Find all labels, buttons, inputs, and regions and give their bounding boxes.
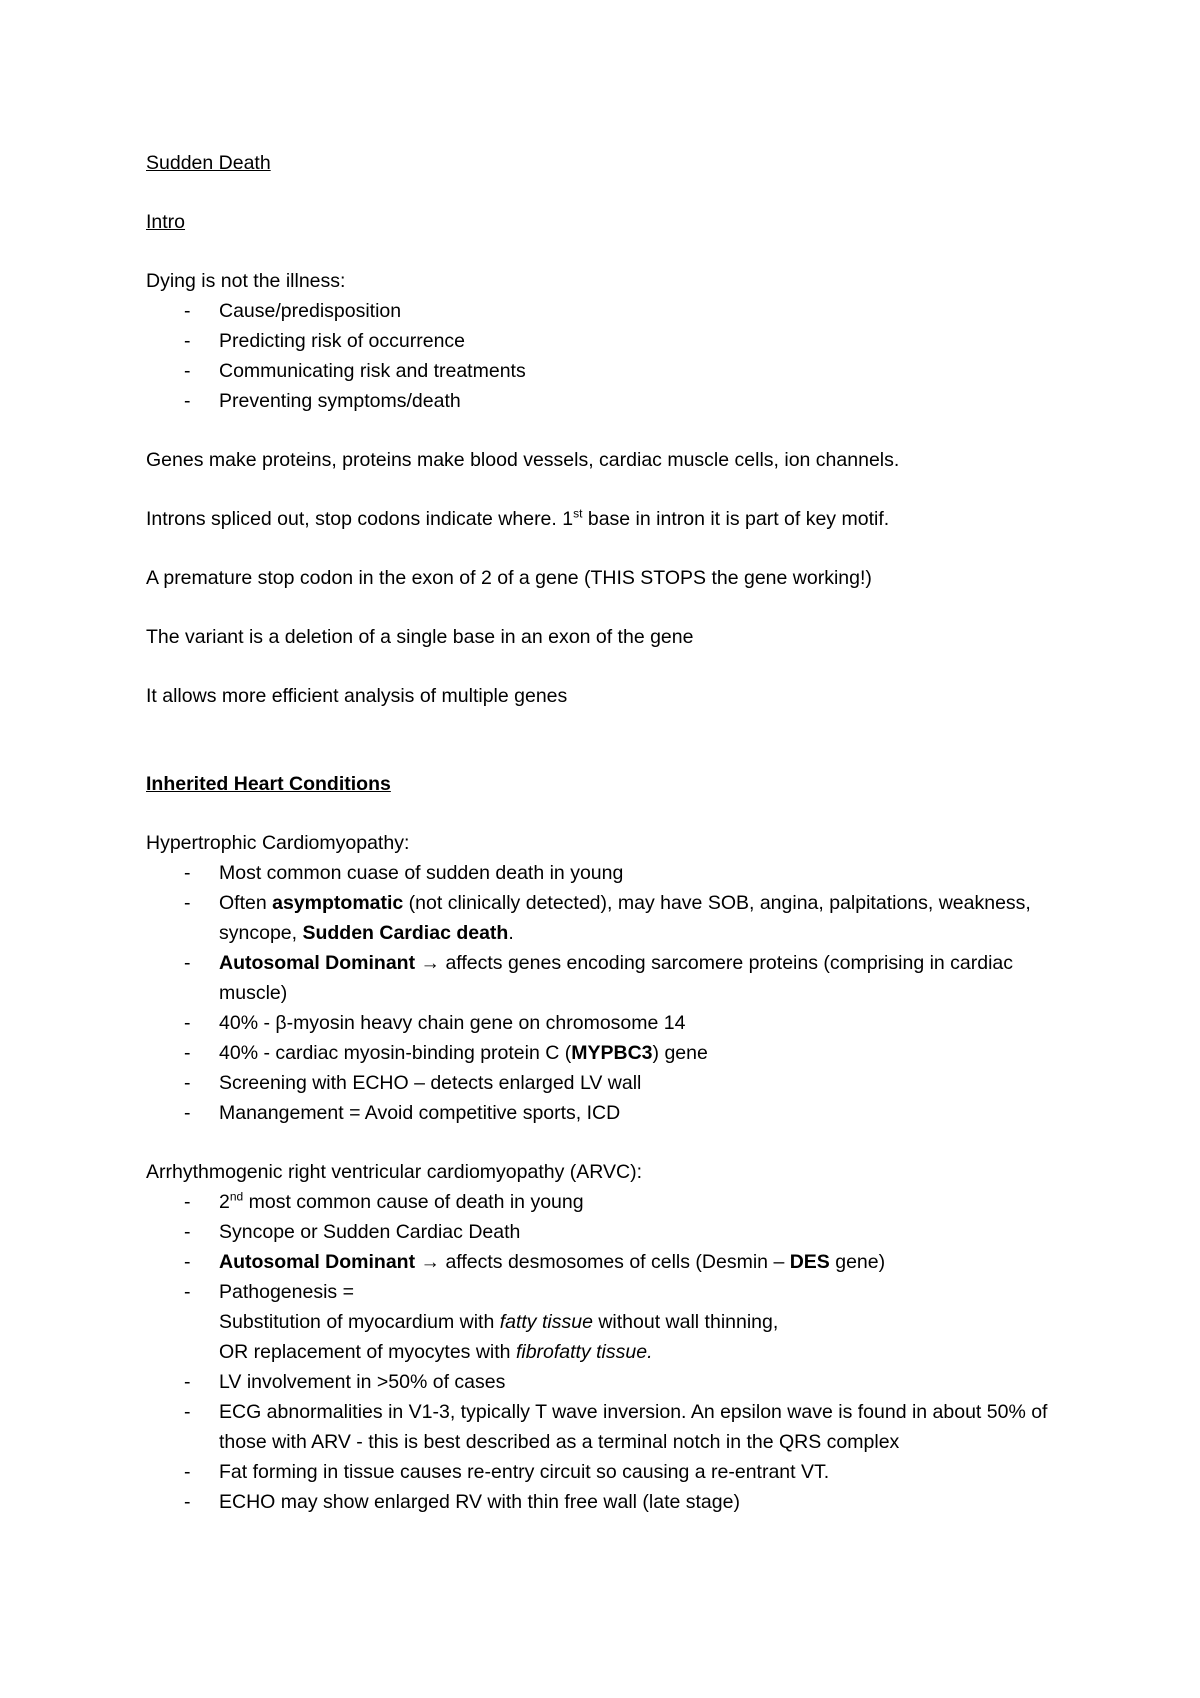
document-page (146, 148, 1076, 1517)
list-item: - Most common cuase of sudden death in young (146, 858, 1076, 888)
hcm-list (146, 858, 1076, 1128)
list-item (146, 948, 1076, 1008)
text-run: affects desmosomes of cells (Desmin – (445, 1251, 790, 1273)
intro-list (146, 296, 1076, 416)
text-run: . (508, 922, 514, 944)
text-line (219, 1337, 1076, 1367)
intro-paragraph (146, 504, 1076, 534)
text-run: without wall thinning, (592, 1311, 779, 1333)
arvc-lead: Arrhythmogenic right ventricular cardiomyopathy (ARVC): (146, 1161, 642, 1183)
arrow-icon: → (415, 1251, 446, 1273)
text-run: 2 (219, 1191, 230, 1213)
list-item: - Fat forming in tissue causes re-entry circuit so causing a re-entrant VT. (146, 1457, 1076, 1487)
list-item: - Communicating risk and treatments (146, 356, 1076, 386)
page-title: Sudden Death (146, 152, 271, 174)
list-item: - LV involvement in >50% of cases (146, 1367, 1076, 1397)
list-item: - Syncope or Sudden Cardiac Death (146, 1217, 1076, 1247)
section-heading: Inherited Heart Conditions (146, 773, 391, 795)
list-item: - ECHO may show enlarged RV with thin free wall (late stage) (146, 1487, 1076, 1517)
text-run: gene) (829, 1251, 886, 1273)
intro-paragraph: It allows more efficient analysis of multiple genes (146, 685, 568, 707)
intro-paragraph: Genes make proteins, proteins make blood vessels, cardiac muscle cells, ion channels. (146, 449, 900, 471)
italic-text: fatty tissue (499, 1311, 593, 1333)
text-run: Autosomal Dominant (219, 1251, 416, 1273)
text-run: Autosomal Dominant (219, 952, 416, 974)
text-run: Introns spliced out, stop codons indicate where. 1 (146, 508, 574, 530)
text-run: Often (219, 892, 273, 914)
arrow-icon: → (415, 952, 446, 974)
intro-paragraph: A premature stop codon in the exon of 2 of a gene (THIS STOPS the gene working!) (146, 567, 872, 589)
list-item (146, 1247, 1076, 1277)
list-item: - Predicting risk of occurrence (146, 326, 1076, 356)
text-run: base in intron it is part of key motif. (582, 508, 890, 530)
text-run: Substitution of myocardium with (219, 1311, 500, 1333)
list-item: - ECG abnormalities in V1-3, typically T wave inversion. An epsilon wave is found in about 50% of those with ARV - this is best described as a terminal notch in the QRS complex (146, 1397, 1076, 1457)
bold-text: DES (789, 1251, 830, 1273)
text-run: ) gene (652, 1042, 708, 1064)
bold-text: MYPBC3 (571, 1042, 653, 1064)
list-item: - 40% - β-myosin heavy chain gene on chromosome 14 (146, 1008, 1076, 1038)
bold-text (219, 952, 445, 974)
bold-text (219, 1251, 445, 1273)
text-run: 40% - cardiac myosin-binding protein C ( (219, 1042, 572, 1064)
intro-heading: Intro (146, 211, 186, 233)
list-item: - Preventing symptoms/death (146, 386, 1076, 416)
text-run: (not clinically detected), may have SOB, angina, palpitations, weakness, syncope, (219, 892, 1031, 944)
hcm-lead: Hypertrophic Cardiomyopathy: (146, 832, 410, 854)
superscript: st (573, 506, 583, 521)
italic-text: fibrofatty tissue. (515, 1341, 653, 1363)
list-item (146, 1277, 1076, 1367)
superscript: nd (229, 1189, 244, 1204)
list-item (146, 1038, 1076, 1068)
list-item: - Manangement = Avoid competitive sports, ICD (146, 1098, 1076, 1128)
arvc-list (146, 1187, 1076, 1517)
text-run: affects genes encoding sarcomere proteins (comprising in cardiac muscle) (219, 952, 1014, 1004)
text-line: - Pathogenesis = (219, 1281, 354, 1303)
bold-text: asymptomatic (272, 892, 404, 914)
text-run: most common cause of death in young (243, 1191, 584, 1213)
list-item: - Cause/predisposition (146, 296, 1076, 326)
bold-text: Sudden Cardiac death (302, 922, 509, 944)
list-item (146, 888, 1076, 948)
list-item: - Screening with ECHO – detects enlarged LV wall (146, 1068, 1076, 1098)
intro-lead: Dying is not the illness: (146, 270, 346, 292)
intro-paragraph: The variant is a deletion of a single base in an exon of the gene (146, 626, 694, 648)
text-run: OR replacement of myocytes with (219, 1341, 516, 1363)
text-line (219, 1307, 1076, 1337)
list-item (146, 1187, 1076, 1217)
